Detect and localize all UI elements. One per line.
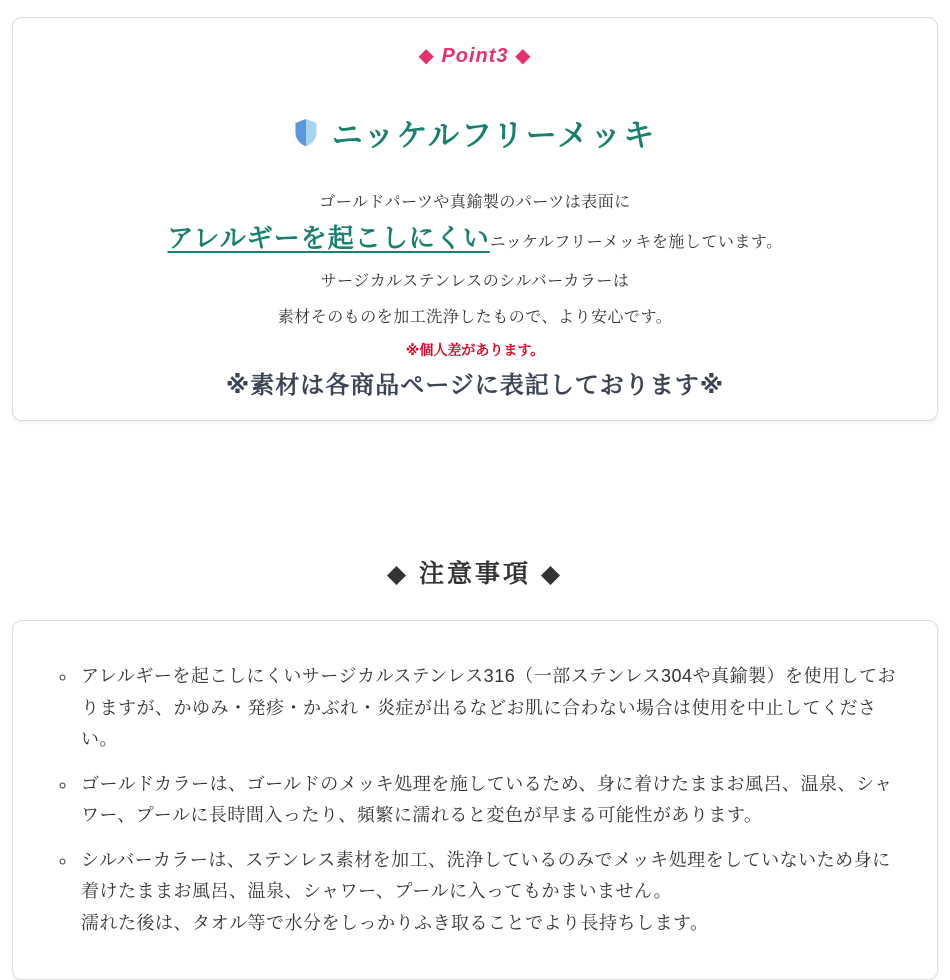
caution-heading: ◆ 注意事項 ◆ [386, 560, 564, 588]
caution-list [43, 661, 907, 939]
caution-card [12, 620, 938, 980]
point-heading: ニッケルフリーメッキ [331, 118, 657, 153]
point-heading-row [33, 110, 917, 155]
point-body-line-3: サージカルステンレスのシルバーカラーは [320, 273, 630, 290]
shield-icon [294, 118, 318, 147]
caution-item: ◦ ゴールドカラーは、ゴールドのメッキ処理を施しているため、身に着けたままお風呂、温泉、シャワー、プールに長時間入ったり、頻繁に濡れると変色が早まる可能性があります。 [77, 769, 907, 832]
point-body-line-4: 素材そのものを加工洗浄したもので、より安心です。 [277, 309, 673, 326]
point-body-line-1: ゴールドパーツや真鍮製のパーツは表面に [319, 194, 631, 211]
point3-card [12, 17, 938, 421]
point3-badge: ◆ Point3 ◆ [418, 45, 532, 67]
hypoallergenic-highlight-text: アレルギーを起こしにくい [167, 223, 490, 253]
individual-difference-note: ※個人差があります。 [405, 342, 545, 358]
caution-item: ◦ アレルギーを起こしにくいサージカルステンレス316（一部ステンレス304や真鍮製）を使用しておりますが、かゆみ・発疹・かぶれ・炎症が出るなどお肌に合わない場合は使用を中止してください。 [77, 661, 907, 756]
highlight-rest-text: ニッケルフリーメッキを施しています。 [489, 234, 783, 251]
point-body-line-2 [33, 218, 917, 255]
material-page-note: ※素材は各商品ページに表記しております※ [225, 372, 725, 399]
caution-item: ◦ シルバーカラーは、ステンレス素材を加工、洗浄しているのみでメッキ処理をしていないため身に着けたままお風呂、温泉、シャワー、プールに入ってもかまいません。 濡れた後は、タオル等で水分をしっかりふき取ることでより長持ちします。 [77, 845, 907, 940]
